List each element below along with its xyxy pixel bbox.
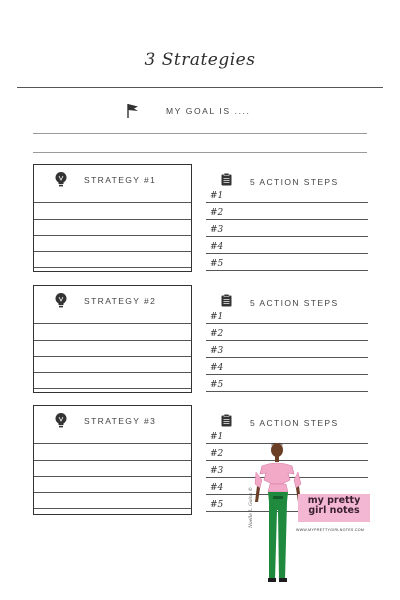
- step-number: #1: [210, 432, 224, 442]
- brand-logo: [298, 494, 370, 522]
- step-number: #2: [210, 208, 224, 218]
- clipboard-icon: [221, 173, 232, 186]
- flag-icon: [126, 103, 140, 119]
- strategy-label: STRATEGY #2: [84, 296, 157, 306]
- step-number: #3: [210, 346, 224, 356]
- step-number: #3: [210, 225, 224, 235]
- step-number: #1: [210, 312, 224, 322]
- action-step-5[interactable]: [206, 375, 368, 392]
- strategy-line[interactable]: [34, 388, 191, 389]
- strategy-line[interactable]: [34, 251, 191, 252]
- clipboard-icon: [221, 414, 232, 427]
- strategy-line[interactable]: [34, 202, 191, 203]
- step-number: #2: [210, 329, 224, 339]
- brand-name: my pretty girl notes: [307, 495, 361, 516]
- strategy-line[interactable]: [34, 460, 191, 461]
- strategy-header: [34, 286, 191, 324]
- strategy-box-3: [33, 405, 192, 515]
- strategy-line[interactable]: [34, 323, 191, 324]
- strategy-line[interactable]: [34, 235, 191, 236]
- step-number: #4: [210, 363, 224, 373]
- action-step-3[interactable]: [206, 220, 368, 237]
- strategy-line[interactable]: [34, 356, 191, 357]
- action-step-1[interactable]: [206, 307, 368, 324]
- action-step-3[interactable]: [206, 341, 368, 358]
- step-number: #5: [210, 500, 224, 510]
- lightbulb-icon: [54, 171, 68, 188]
- strategy-box-2: [33, 285, 192, 393]
- action-steps-label: 5 ACTION STEPS: [250, 177, 339, 187]
- strategy-box-1: [33, 164, 192, 272]
- woman-illustration: [252, 440, 304, 585]
- step-number: #5: [210, 259, 224, 269]
- strategy-header: [34, 165, 191, 203]
- action-steps-1: [206, 168, 368, 272]
- action-step-2[interactable]: [206, 324, 368, 341]
- action-steps-header: [206, 409, 368, 427]
- action-steps-header: [206, 289, 368, 307]
- step-number: #3: [210, 466, 224, 476]
- action-steps-header: [206, 168, 368, 186]
- strategy-line[interactable]: [34, 219, 191, 220]
- strategy-line[interactable]: [34, 267, 191, 268]
- title-divider: [17, 87, 383, 88]
- action-steps-label: 5 ACTION STEPS: [250, 298, 339, 308]
- strategy-label: STRATEGY #1: [84, 175, 157, 185]
- action-step-2[interactable]: [206, 203, 368, 220]
- action-steps-2: [206, 289, 368, 393]
- strategy-line[interactable]: [34, 443, 191, 444]
- lightbulb-icon: [54, 412, 68, 429]
- strategy-line[interactable]: [34, 492, 191, 493]
- step-number: #4: [210, 242, 224, 252]
- goal-label: MY GOAL IS ....: [166, 106, 251, 116]
- action-steps-label: 5 ACTION STEPS: [250, 418, 339, 428]
- step-number: #5: [210, 380, 224, 390]
- goal-line-2[interactable]: [33, 152, 367, 153]
- artist-signature: Noelle L. Goins ©: [249, 486, 254, 528]
- page-title: 3 Strategies: [144, 50, 256, 70]
- action-step-5[interactable]: [206, 254, 368, 271]
- strategy-header: [34, 406, 191, 444]
- action-step-4[interactable]: [206, 358, 368, 375]
- clipboard-icon: [221, 294, 232, 307]
- strategy-line[interactable]: [34, 508, 191, 509]
- strategy-line[interactable]: [34, 372, 191, 373]
- step-number: #2: [210, 449, 224, 459]
- action-step-4[interactable]: [206, 237, 368, 254]
- step-number: #4: [210, 483, 224, 493]
- strategy-line[interactable]: [34, 340, 191, 341]
- goal-line-1[interactable]: [33, 133, 367, 134]
- strategy-label: STRATEGY #3: [84, 416, 157, 426]
- action-step-1[interactable]: [206, 186, 368, 203]
- goal-header: [126, 102, 140, 120]
- strategy-line[interactable]: [34, 476, 191, 477]
- brand-url[interactable]: WWW.MYPRETTYGIRLNOTES.COM: [296, 528, 365, 532]
- lightbulb-icon: [54, 292, 68, 309]
- step-number: #1: [210, 191, 224, 201]
